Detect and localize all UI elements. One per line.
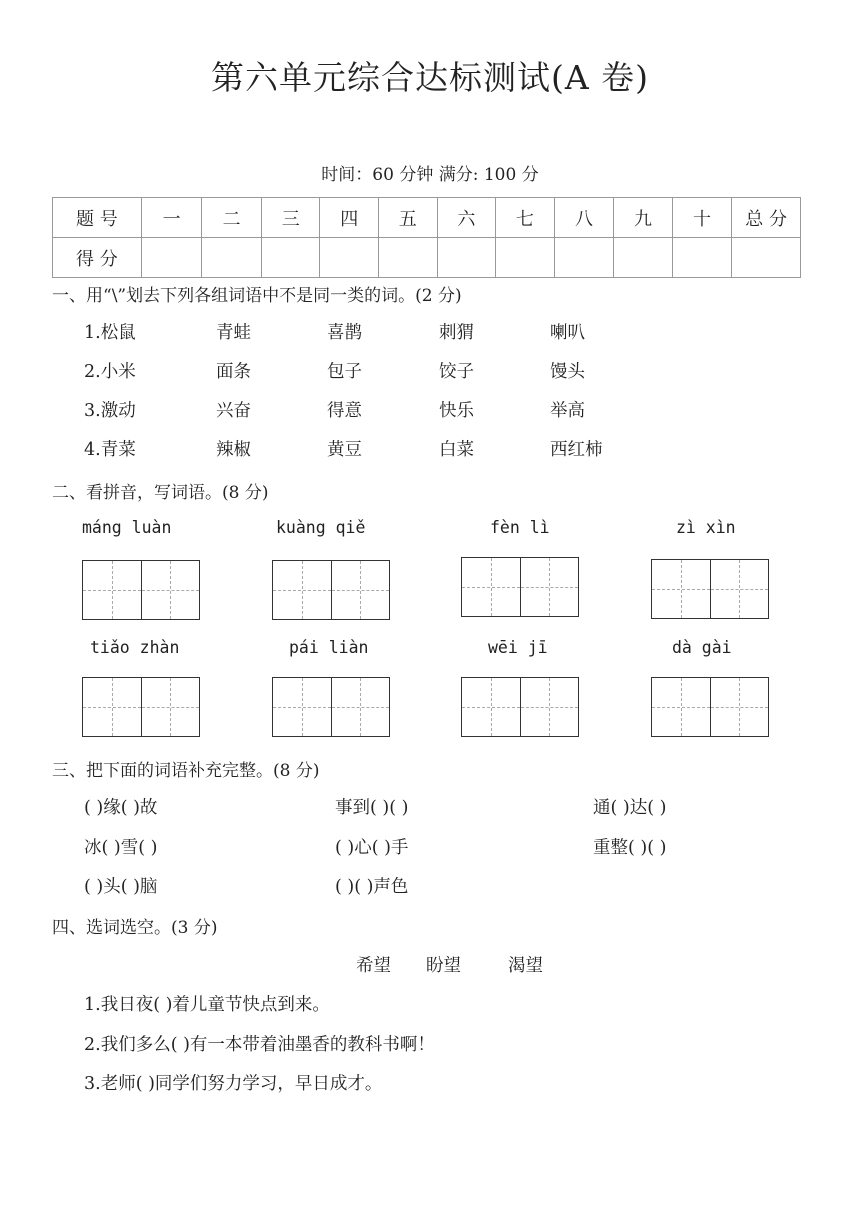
word-item[interactable]: 青蛙 [216,323,251,343]
score-header-cell: 总 分 [732,198,801,238]
tianzige-box[interactable] [651,677,769,737]
score-table-score-row [53,238,801,278]
tianzige-box[interactable] [461,557,579,617]
score-input-cell[interactable] [614,238,673,278]
word-item[interactable]: 1.松鼠 [84,323,136,343]
tianzige-box[interactable] [651,559,769,619]
score-input-cell[interactable] [202,238,262,278]
tianzige-box[interactable] [82,677,200,737]
fill-sentence[interactable]: 3.老师( )同学们努力学习，早日成才。 [84,1074,383,1094]
score-input-cell[interactable] [672,238,732,278]
score-header-cell: 一 [141,198,202,238]
score-table-header-row [53,198,801,238]
pinyin-label: kuàng qiě [276,518,366,537]
idiom-fill[interactable]: ( )头( )脑 [84,877,158,897]
word-item[interactable]: 举高 [550,401,585,421]
section-4-heading: 四、选词选空。(3 分) [52,918,218,938]
pinyin-label: zì xìn [676,518,736,537]
word-item[interactable]: 2.小米 [84,362,136,382]
idiom-fill[interactable]: 事到( )( ) [335,798,409,818]
pinyin-label: wēi jī [488,638,548,657]
score-header-cell: 题 号 [53,198,142,238]
score-header-cell: 三 [261,198,320,238]
score-input-cell[interactable] [141,238,202,278]
pinyin-label: fèn lì [490,518,550,537]
score-header-cell: 七 [496,198,555,238]
choice-word: 渴望 [508,956,543,976]
word-item[interactable]: 3.激动 [84,401,136,421]
word-item[interactable]: 馒头 [550,362,585,382]
word-item[interactable]: 4.青菜 [84,440,136,460]
pinyin-label: máng luàn [82,518,172,537]
score-header-cell: 九 [614,198,673,238]
score-input-cell[interactable] [379,238,438,278]
fill-sentence[interactable]: 2.我们多么( )有一本带着油墨香的教科书啊！ [84,1035,435,1055]
word-item[interactable]: 包子 [327,362,362,382]
idiom-fill[interactable]: 通( )达( ) [593,798,667,818]
word-item[interactable]: 白菜 [439,440,474,460]
score-header-cell: 四 [320,198,379,238]
score-input-cell[interactable] [554,238,614,278]
word-item[interactable]: 饺子 [439,362,474,382]
word-item[interactable]: 喜鹊 [327,323,362,343]
word-item[interactable]: 兴奋 [216,401,251,421]
tianzige-box[interactable] [272,560,390,620]
idiom-fill[interactable]: 冰( )雪( ) [84,838,158,858]
choice-word: 盼望 [426,956,461,976]
choice-word: 希望 [356,956,391,976]
pinyin-label: tiǎo zhàn [90,638,180,657]
section-1-heading: 一、用“\”划去下列各组词语中不是同一类的词。(2 分) [52,286,462,306]
score-input-cell[interactable] [261,238,320,278]
score-table [52,197,801,278]
score-input-cell[interactable] [732,238,801,278]
score-header-cell: 六 [437,198,496,238]
tianzige-box[interactable] [461,677,579,737]
word-item[interactable]: 黄豆 [327,440,362,460]
page-title: 第六单元综合达标测试(A 卷) [210,58,650,97]
pinyin-label: pái liàn [289,638,369,657]
idiom-fill[interactable]: ( )缘( )故 [84,798,158,818]
tianzige-box[interactable] [272,677,390,737]
word-item[interactable]: 西红柿 [550,440,603,460]
score-input-cell[interactable] [496,238,555,278]
score-row-label: 得 分 [53,238,142,278]
score-header-cell: 二 [202,198,262,238]
word-item[interactable]: 得意 [327,401,362,421]
score-input-cell[interactable] [437,238,496,278]
score-header-cell: 八 [554,198,614,238]
word-item[interactable]: 刺猬 [439,323,474,343]
idiom-fill[interactable]: ( )心( )手 [335,838,409,858]
tianzige-box[interactable] [82,560,200,620]
pinyin-label: dà gài [672,638,732,657]
exam-info: 时间：60 分钟 满分: 100 分 [321,165,539,185]
word-item[interactable]: 辣椒 [216,440,251,460]
idiom-fill[interactable]: 重整( )( ) [593,838,667,858]
word-item[interactable]: 面条 [216,362,251,382]
word-item[interactable]: 快乐 [439,401,474,421]
score-header-cell: 五 [379,198,438,238]
section-3-heading: 三、把下面的词语补充完整。(8 分) [52,761,320,781]
idiom-fill[interactable]: ( )( )声色 [335,877,409,897]
score-input-cell[interactable] [320,238,379,278]
fill-sentence[interactable]: 1.我日夜( )着儿童节快点到来。 [84,995,330,1015]
section-2-heading: 二、看拼音，写词语。(8 分) [52,483,269,503]
word-item[interactable]: 喇叭 [550,323,585,343]
score-header-cell: 十 [672,198,732,238]
